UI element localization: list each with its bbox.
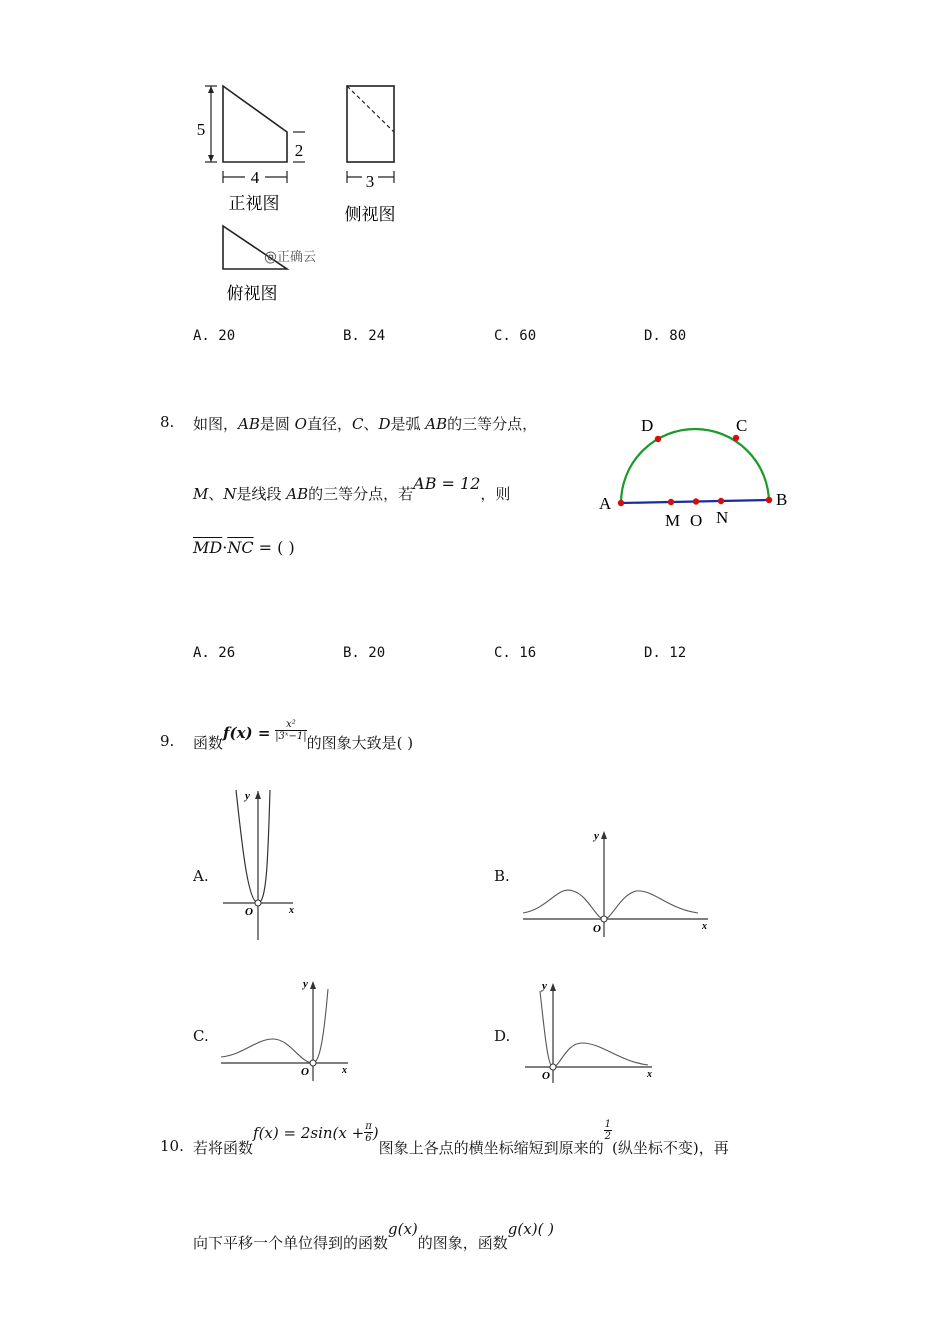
q10-line-2: 向下平移一个单位得到的函数g(x)的图象，函数g(x)( ) [193, 1220, 555, 1252]
q10-function: f(x) = 2sin(x + [253, 1124, 365, 1142]
svg-text:x: x [702, 921, 707, 932]
watermark: @正确云 [264, 250, 317, 265]
svg-text:O: O [542, 1070, 550, 1082]
q9-function: f(x) = [223, 724, 271, 742]
q9-option-a[interactable]: A. [193, 867, 209, 885]
side-view-caption: 侧视图 [344, 205, 396, 225]
front-view-caption: 正视图 [228, 194, 280, 214]
svg-text:M: M [665, 511, 681, 530]
svg-text:x: x [342, 1065, 347, 1076]
q7-option-c[interactable]: C. 60 [494, 328, 537, 344]
svg-text:x: x [289, 905, 294, 916]
svg-text:B: B [776, 490, 788, 509]
graph-a-curve [236, 790, 270, 903]
graph-d[interactable] [520, 977, 660, 1087]
graph-d-curve [540, 991, 648, 1067]
q8-condition: AB = 12 [413, 474, 481, 493]
svg-text:O: O [245, 906, 253, 918]
q9-option-b[interactable]: B. [494, 867, 510, 885]
front-view-shape [223, 86, 287, 162]
graph-a[interactable] [215, 785, 305, 945]
q7-option-b[interactable]: B. 24 [343, 328, 386, 344]
point-o [693, 498, 699, 504]
q7-option-a[interactable]: A. 20 [193, 328, 236, 344]
dimension-3-label: 3 [365, 172, 375, 191]
svg-text:O: O [301, 1066, 309, 1078]
q8-option-a[interactable]: A. 26 [193, 645, 236, 661]
graph-c-curve [221, 989, 328, 1063]
svg-text:y: y [245, 790, 250, 802]
q8-option-b[interactable]: B. 20 [343, 645, 386, 661]
svg-text:O: O [593, 923, 601, 935]
q10-number: 10. [160, 1137, 184, 1155]
q9-option-d[interactable]: D. [494, 1027, 511, 1045]
dimension-4-label: 4 [250, 168, 260, 187]
point-n [718, 498, 724, 504]
svg-text:D: D [641, 416, 654, 435]
svg-text:N: N [716, 508, 729, 527]
point-a [618, 500, 624, 506]
svg-text:y: y [542, 980, 547, 992]
q8-line-3: $\overline{MD}\cdot\overline{NC}$ = ( ) [193, 538, 295, 557]
dimension-5-label: 5 [196, 120, 206, 139]
svg-text:A: A [599, 494, 612, 513]
svg-text:y: y [303, 978, 308, 990]
dimension-2-label: 2 [294, 141, 304, 160]
svg-text:C: C [736, 416, 748, 435]
vector-nc: $\overline{NC}$ [227, 538, 254, 557]
q8-option-c[interactable]: C. 16 [494, 645, 537, 661]
graph-b[interactable] [518, 825, 713, 940]
q8-line-2: M、N是线段 AB的三等分点，若AB = 12，则 [193, 474, 511, 503]
graph-b-curve [523, 890, 698, 919]
g-of-x-blank: g(x)( ) [507, 1220, 555, 1238]
point-b [766, 497, 772, 503]
q9-number: 9. [160, 732, 175, 750]
top-view-caption: 俯视图 [226, 284, 278, 304]
svg-text:O: O [690, 511, 703, 530]
side-view-hidden-edge [347, 86, 394, 132]
q9-stem: 函数f(x) = $\frac{\text{x²}}{\text{|3ˣ−1|}}$ 的图象大致是( ) [193, 718, 414, 752]
svg-text:y: y [594, 830, 599, 842]
q8-option-d[interactable]: D. 12 [644, 645, 687, 661]
vector-md: $\overline{MD}$ [193, 538, 223, 557]
g-of-x: g(x) [388, 1220, 418, 1238]
q9-option-c[interactable]: C. [193, 1027, 209, 1045]
side-view-shape [347, 86, 394, 162]
semicircle-figure [595, 410, 795, 535]
point-d [655, 436, 661, 442]
q8-number: 8. [160, 413, 175, 431]
three-view-figure [190, 80, 420, 310]
point-m [668, 499, 674, 505]
svg-text:x: x [647, 1069, 652, 1080]
q10-line-1: 若将函数f(x) = 2sin(x + $\frac{\pi}{6}$ )图象上各点的横坐标缩短到原来的 $\frac{1}{2}$ (纵坐标不变)，再 [193, 1118, 729, 1157]
q8-line-1: 如图，AB是圆 O直径，C、D是弧 AB的三等分点， [193, 415, 538, 433]
point-c [733, 435, 739, 441]
arc-ab [621, 429, 769, 503]
graph-c[interactable] [218, 975, 358, 1085]
q7-option-d[interactable]: D. 80 [644, 328, 687, 344]
